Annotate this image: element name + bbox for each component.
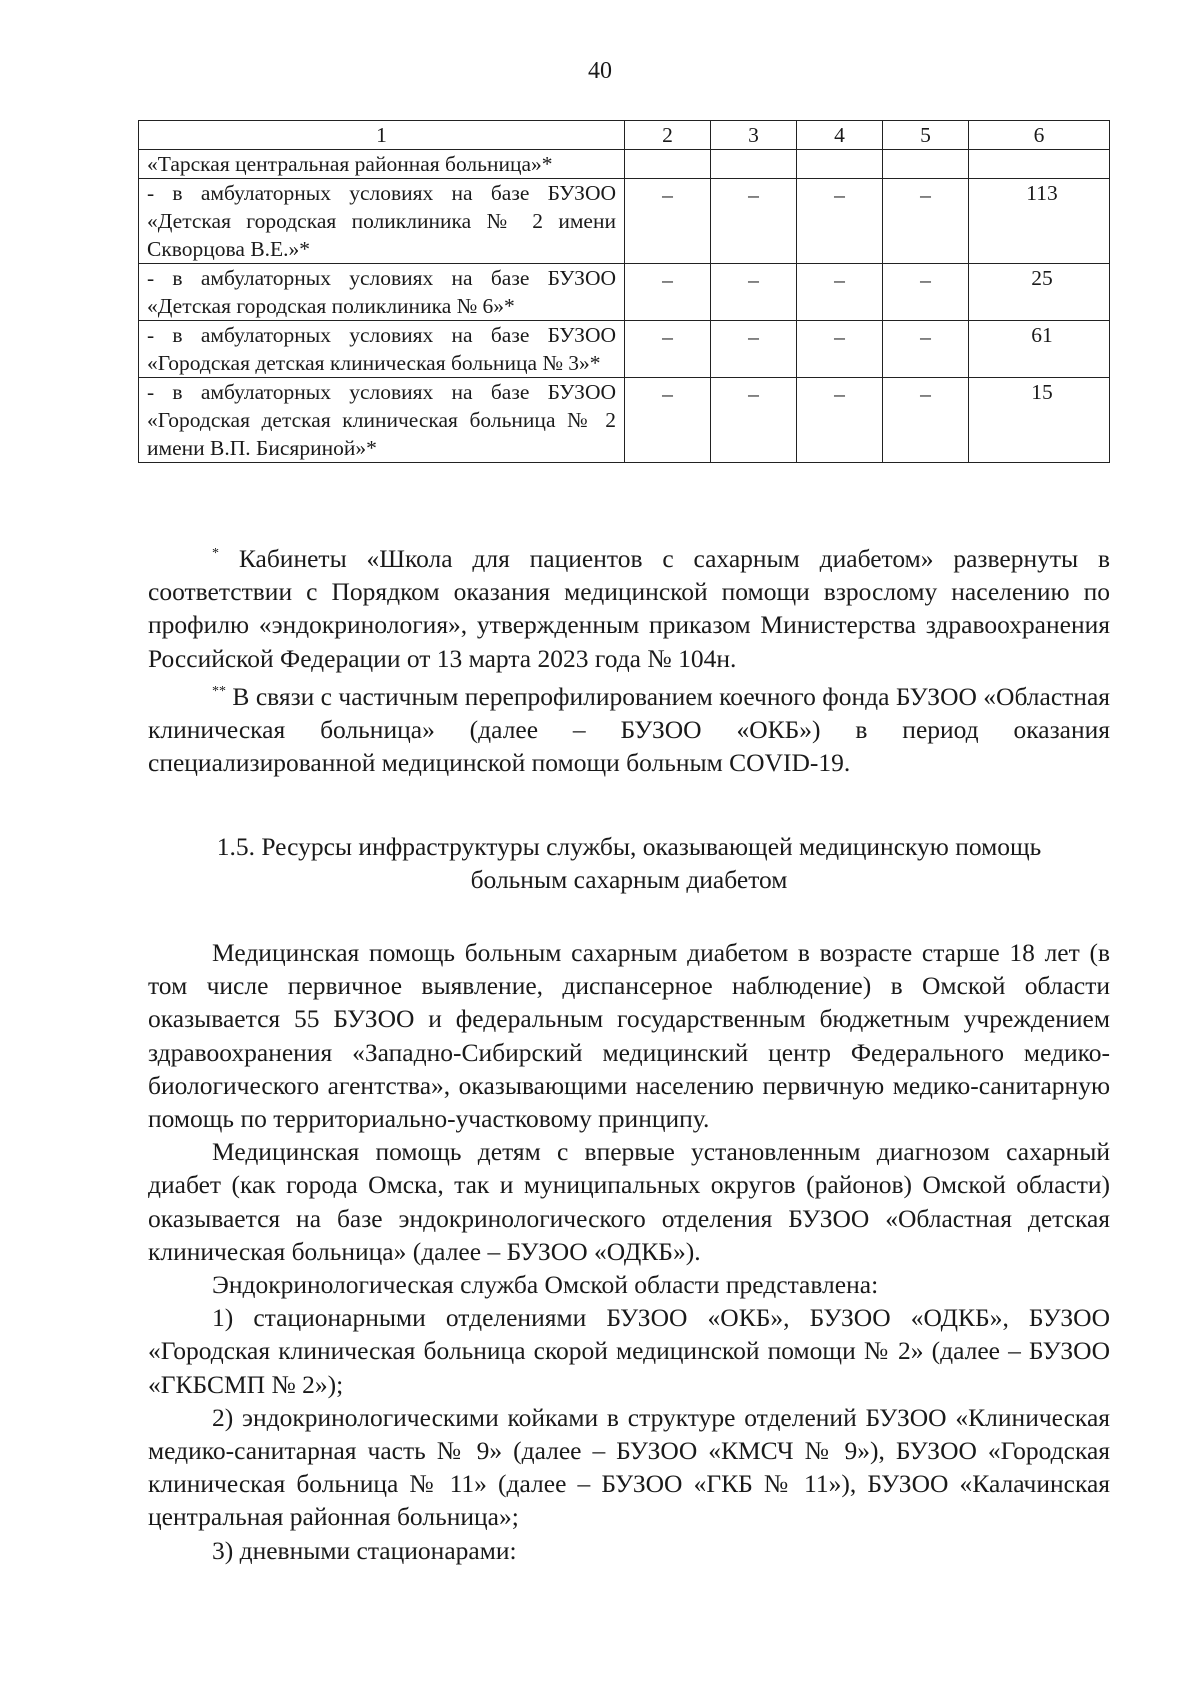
table-row [139,150,1110,179]
cell-col4 [797,150,883,179]
cell-col6: 15 [969,378,1110,463]
row-label: - в амбулаторных условиях на базе БУЗОО «Городская детская клиническая больница № 2 имени В.П. Бисяриной»* [139,378,625,463]
cell-col5: – [883,264,969,321]
paragraph: Медицинская помощь больным сахарным диабетом в возрасте старше 18 лет (в том числе первичное выявление, диспансерное наблюдение) в Омской области оказывается 55 БУЗОО и федеральным государственным бюджетным учреждением здравоохранения «Западно-Сибирский медицинский центр Федерального медико-биологического агентства», оказывающими населению первичную медико-санитарную помощь по территориально-участковому принципу. [148,938,1110,1134]
cell-col3: – [711,321,797,378]
cell-col4: – [797,264,883,321]
table-row [139,321,1110,378]
cell-col5: – [883,378,969,463]
cell-col6: 61 [969,321,1110,378]
cell-col4: – [797,179,883,264]
data-table [138,120,1110,463]
row-label: «Тарская центральная районная больница»* [139,150,625,179]
cell-col3: – [711,378,797,463]
row-label: - в амбулаторных условиях на базе БУЗОО «Городская детская клиническая больница № 3»* [139,321,625,378]
cell-col2: – [625,179,711,264]
cell-col3: – [711,264,797,321]
cell-col2: – [625,378,711,463]
row-label: - в амбулаторных условиях на базе БУЗОО «Детская городская поликлиника № 6»* [139,264,625,321]
footnote-text: В связи с частичным перепрофилированием коечного фонда БУЗОО «Областная клиническая больница» (далее – БУЗОО «ОКБ») в период оказания специализированной медицинской помощи больным COVID-19. [148,681,1110,778]
section-heading [148,830,1110,896]
paragraph: 3) дневными стационарами: [212,1535,517,1565]
cell-col4: – [797,378,883,463]
column-header: 4 [797,121,883,150]
table-header-row [139,121,1110,150]
footnote-text: Кабинеты «Школа для пациентов с сахарным диабетом» развернуты в соответствии с Порядком оказания медицинской помощи взрослому населению по профилю «эндокринология», утвержденным приказом Министерства здравоохранения Российской Федерации от 13 марта 2023 года № 104н. [148,544,1110,673]
footnote-mark: ** [212,683,226,699]
section-body [148,936,1110,1567]
table-row [139,378,1110,463]
footnote-2 [148,675,1110,780]
cell-col5: – [883,321,969,378]
cell-col6: 25 [969,264,1110,321]
cell-col3 [711,150,797,179]
heading-line: больным сахарным диабетом [470,865,788,894]
column-header: 3 [711,121,797,150]
cell-col2: – [625,264,711,321]
heading-line: 1.5. Ресурсы инфраструктуры службы, оказывающей медицинскую помощь [216,832,1042,861]
paragraph: Эндокринологическая служба Омской области представлена: [212,1270,879,1300]
cell-col6 [969,150,1110,179]
table-row [139,179,1110,264]
column-header: 1 [139,121,625,150]
column-header: 2 [625,121,711,150]
cell-col2: – [625,321,711,378]
cell-col5: – [883,179,969,264]
table-row [139,264,1110,321]
cell-col5 [883,150,969,179]
cell-col4: – [797,321,883,378]
page-number: 40 [588,58,612,84]
paragraph: Медицинская помощь детям с впервые установленным диагнозом сахарный диабет (как города Омска, так и муниципальных округов (районов) Омской области) оказывается на базе эндокринологического отделения БУЗОО «Областная детская клиническая больница» (далее – БУЗОО «ОДКБ»). [148,1137,1110,1266]
footnote-1 [148,537,1110,675]
paragraph: 2) эндокринологическими койками в структуре отделений БУЗОО «Клиническая медико-санитарная часть № 9» (далее – БУЗОО «КМСЧ № 9»), БУЗОО «Городская клиническая больница № 11» (далее – БУЗОО «ГКБ № 11»), БУЗОО «Калачинская центральная районная больница»; [148,1402,1110,1532]
paragraph: 1) стационарными отделениями БУЗОО «ОКБ», БУЗОО «ОДКБ», БУЗОО «Городская клиническая больница скорой медицинской помощи № 2» (далее – БУЗОО «ГКБСМП № 2»); [148,1303,1110,1399]
cell-col3: – [711,179,797,264]
column-header: 5 [883,121,969,150]
footnotes [148,537,1110,779]
cell-col6: 113 [969,179,1110,264]
footnote-mark: * [212,546,219,561]
row-label: - в амбулаторных условиях на базе БУЗОО «Детская городская поликлиника № 2 имени Скворцова В.Е.»* [139,179,625,264]
cell-col2 [625,150,711,179]
column-header: 6 [969,121,1110,150]
